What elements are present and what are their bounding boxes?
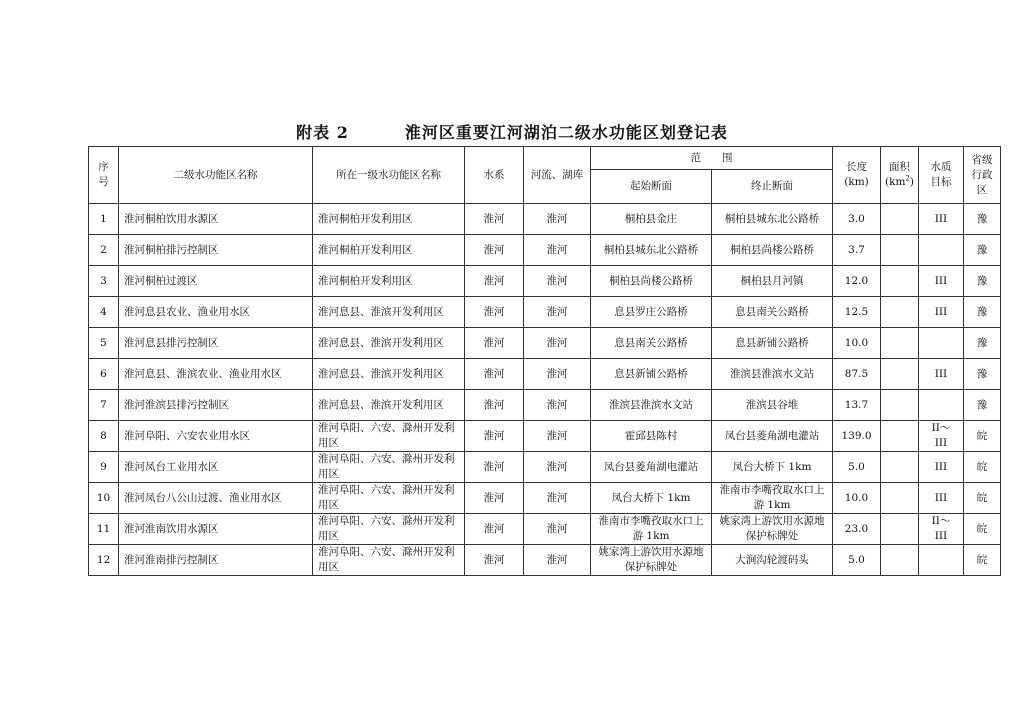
cell-system: 淮河 [465,545,524,576]
cell-area [881,545,919,576]
table-title: 淮河区重要江河湖泊二级水功能区划登记表 [404,123,728,142]
cell-name: 淮河淮南饮用水源区 [119,514,313,545]
cell-seq: 12 [89,545,119,576]
header-area: 面积 $(km^2)$ [881,147,919,204]
cell-river: 淮河 [524,452,591,483]
cell-name: 淮河阜阳、六安农业用水区 [119,421,313,452]
cell-area [881,452,919,483]
table-row [89,514,1001,545]
cell-province: 豫 [964,235,1001,266]
cell-length: 5.0 [833,452,881,483]
cell-province: 皖 [964,421,1001,452]
cell-primary: 淮河息县、淮滨开发利用区 [313,297,465,328]
cell-end: 息县南关公路桥 [712,297,833,328]
table-row [89,359,1001,390]
cell-primary: 淮河阜阳、六安、滁州开发利用区 [313,514,465,545]
cell-province: 皖 [964,452,1001,483]
cell-primary: 淮河阜阳、六安、滁州开发利用区 [313,483,465,514]
table-row [89,328,1001,359]
cell-primary: 淮河息县、淮滨开发利用区 [313,390,465,421]
table-row [89,390,1001,421]
cell-river: 淮河 [524,483,591,514]
cell-name: 淮河息县、淮滨农业、渔业用水区 [119,359,313,390]
cell-seq: 10 [89,483,119,514]
cell-seq: 7 [89,390,119,421]
cell-system: 淮河 [465,452,524,483]
cell-length: 12.5 [833,297,881,328]
table-row [89,204,1001,235]
cell-quality [919,235,964,266]
table-row [89,545,1001,576]
cell-province: 豫 [964,328,1001,359]
header-seq: 序 号 [89,147,119,204]
cell-seq: 8 [89,421,119,452]
cell-start: 桐柏县城东北公路桥 [591,235,712,266]
cell-quality: III [919,297,964,328]
cell-river: 淮河 [524,545,591,576]
appendix-label: 附表 2 [296,123,349,142]
cell-primary: 淮河息县、淮滨开发利用区 [313,328,465,359]
cell-primary: 淮河阜阳、六安、滁州开发利用区 [313,545,465,576]
table-row [89,421,1001,452]
page-title [0,120,1024,143]
header-name: 二级水功能区名称 [119,147,313,204]
cell-province: 豫 [964,297,1001,328]
cell-seq: 9 [89,452,119,483]
header-primary: 所在一级水功能区名称 [313,147,465,204]
cell-end: 桐柏县城东北公路桥 [712,204,833,235]
cell-start: 桐柏县尚楼公路桥 [591,266,712,297]
header-province: 省级 行政 区 [964,147,1001,204]
cell-length: 12.0 [833,266,881,297]
cell-quality: III [919,266,964,297]
cell-quality: III [919,483,964,514]
cell-area [881,359,919,390]
cell-quality: II～ III [919,421,964,452]
table-row [89,266,1001,297]
cell-area [881,390,919,421]
header-system: 水系 [465,147,524,204]
cell-end: 淮滨县谷堆 [712,390,833,421]
cell-end: 凤台大桥下 1km [712,452,833,483]
cell-province: 豫 [964,390,1001,421]
cell-river: 淮河 [524,359,591,390]
cell-length: 3.0 [833,204,881,235]
header-end: 终止断面 [712,170,833,204]
cell-system: 淮河 [465,483,524,514]
cell-start: 淮南市李嘴孜取水口上游 1km [591,514,712,545]
cell-end: 息县新铺公路桥 [712,328,833,359]
cell-area [881,514,919,545]
cell-start: 霍邱县陈村 [591,421,712,452]
table-header [89,147,1001,204]
cell-province: 豫 [964,266,1001,297]
cell-area [881,297,919,328]
cell-quality: III [919,204,964,235]
table-row [89,235,1001,266]
cell-area [881,483,919,514]
cell-river: 淮河 [524,421,591,452]
cell-primary: 淮河阜阳、六安、滁州开发利用区 [313,452,465,483]
cell-length: 87.5 [833,359,881,390]
cell-river: 淮河 [524,514,591,545]
cell-area [881,235,919,266]
cell-system: 淮河 [465,421,524,452]
cell-province: 豫 [964,204,1001,235]
cell-system: 淮河 [465,266,524,297]
cell-area [881,421,919,452]
cell-name: 淮河桐柏排污控制区 [119,235,313,266]
cell-start: 息县南关公路桥 [591,328,712,359]
header-quality: 水质 目标 [919,147,964,204]
cell-primary: 淮河桐柏开发利用区 [313,266,465,297]
cell-name: 淮河凤台八公山过渡、渔业用水区 [119,483,313,514]
cell-quality: III [919,359,964,390]
cell-start: 淮滨县淮滨水文站 [591,390,712,421]
header-range: 范 围 [591,147,833,170]
cell-river: 淮河 [524,204,591,235]
cell-name: 淮河淮滨县排污控制区 [119,390,313,421]
cell-system: 淮河 [465,204,524,235]
cell-end: 淮南市李嘴孜取水口上游 1km [712,483,833,514]
cell-name: 淮河息县排污控制区 [119,328,313,359]
cell-length: 5.0 [833,545,881,576]
cell-start: 桐柏县金庄 [591,204,712,235]
cell-end: 淮滨县淮滨水文站 [712,359,833,390]
cell-length: 10.0 [833,483,881,514]
cell-start: 息县新铺公路桥 [591,359,712,390]
cell-start: 凤台县菱角湖电灌站 [591,452,712,483]
cell-quality [919,390,964,421]
cell-length: 139.0 [833,421,881,452]
cell-seq: 4 [89,297,119,328]
cell-river: 淮河 [524,328,591,359]
cell-primary: 淮河息县、淮滨开发利用区 [313,359,465,390]
cell-length: 13.7 [833,390,881,421]
cell-river: 淮河 [524,390,591,421]
cell-area [881,266,919,297]
cell-province: 皖 [964,514,1001,545]
cell-name: 淮河桐柏过渡区 [119,266,313,297]
cell-seq: 3 [89,266,119,297]
cell-province: 皖 [964,483,1001,514]
cell-name: 淮河凤台工业用水区 [119,452,313,483]
cell-length: 3.7 [833,235,881,266]
cell-primary: 淮河阜阳、六安、滁州开发利用区 [313,421,465,452]
cell-length: 23.0 [833,514,881,545]
cell-start: 凤台大桥下 1km [591,483,712,514]
header-length: 长度 (km) [833,147,881,204]
cell-start: 姚家湾上游饮用水源地保护标牌处 [591,545,712,576]
cell-seq: 2 [89,235,119,266]
cell-province: 皖 [964,545,1001,576]
cell-system: 淮河 [465,514,524,545]
cell-area [881,328,919,359]
cell-system: 淮河 [465,328,524,359]
cell-end: 凤台县菱角湖电灌站 [712,421,833,452]
cell-quality [919,545,964,576]
cell-primary: 淮河桐柏开发利用区 [313,204,465,235]
cell-province: 豫 [964,359,1001,390]
cell-name: 淮河淮南排污控制区 [119,545,313,576]
cell-quality [919,328,964,359]
cell-system: 淮河 [465,235,524,266]
cell-end: 桐柏县尚楼公路桥 [712,235,833,266]
table-row [89,452,1001,483]
cell-end: 大涧沟轮渡码头 [712,545,833,576]
table-row [89,483,1001,514]
cell-area [881,204,919,235]
header-river: 河流、湖库 [524,147,591,204]
cell-start: 息县罗庄公路桥 [591,297,712,328]
table-row [89,297,1001,328]
cell-quality: II～ III [919,514,964,545]
cell-name: 淮河息县农业、渔业用水区 [119,297,313,328]
cell-seq: 11 [89,514,119,545]
cell-seq: 6 [89,359,119,390]
cell-system: 淮河 [465,390,524,421]
cell-name: 淮河桐柏饮用水源区 [119,204,313,235]
cell-river: 淮河 [524,235,591,266]
cell-river: 淮河 [524,266,591,297]
cell-system: 淮河 [465,359,524,390]
registration-table [88,146,1001,576]
cell-end: 姚家湾上游饮用水源地保护标牌处 [712,514,833,545]
cell-river: 淮河 [524,297,591,328]
cell-system: 淮河 [465,297,524,328]
cell-quality: III [919,452,964,483]
cell-seq: 1 [89,204,119,235]
header-start: 起始断面 [591,170,712,204]
cell-length: 10.0 [833,328,881,359]
cell-end: 桐柏县月河镇 [712,266,833,297]
cell-seq: 5 [89,328,119,359]
cell-primary: 淮河桐柏开发利用区 [313,235,465,266]
table-body [89,204,1001,576]
